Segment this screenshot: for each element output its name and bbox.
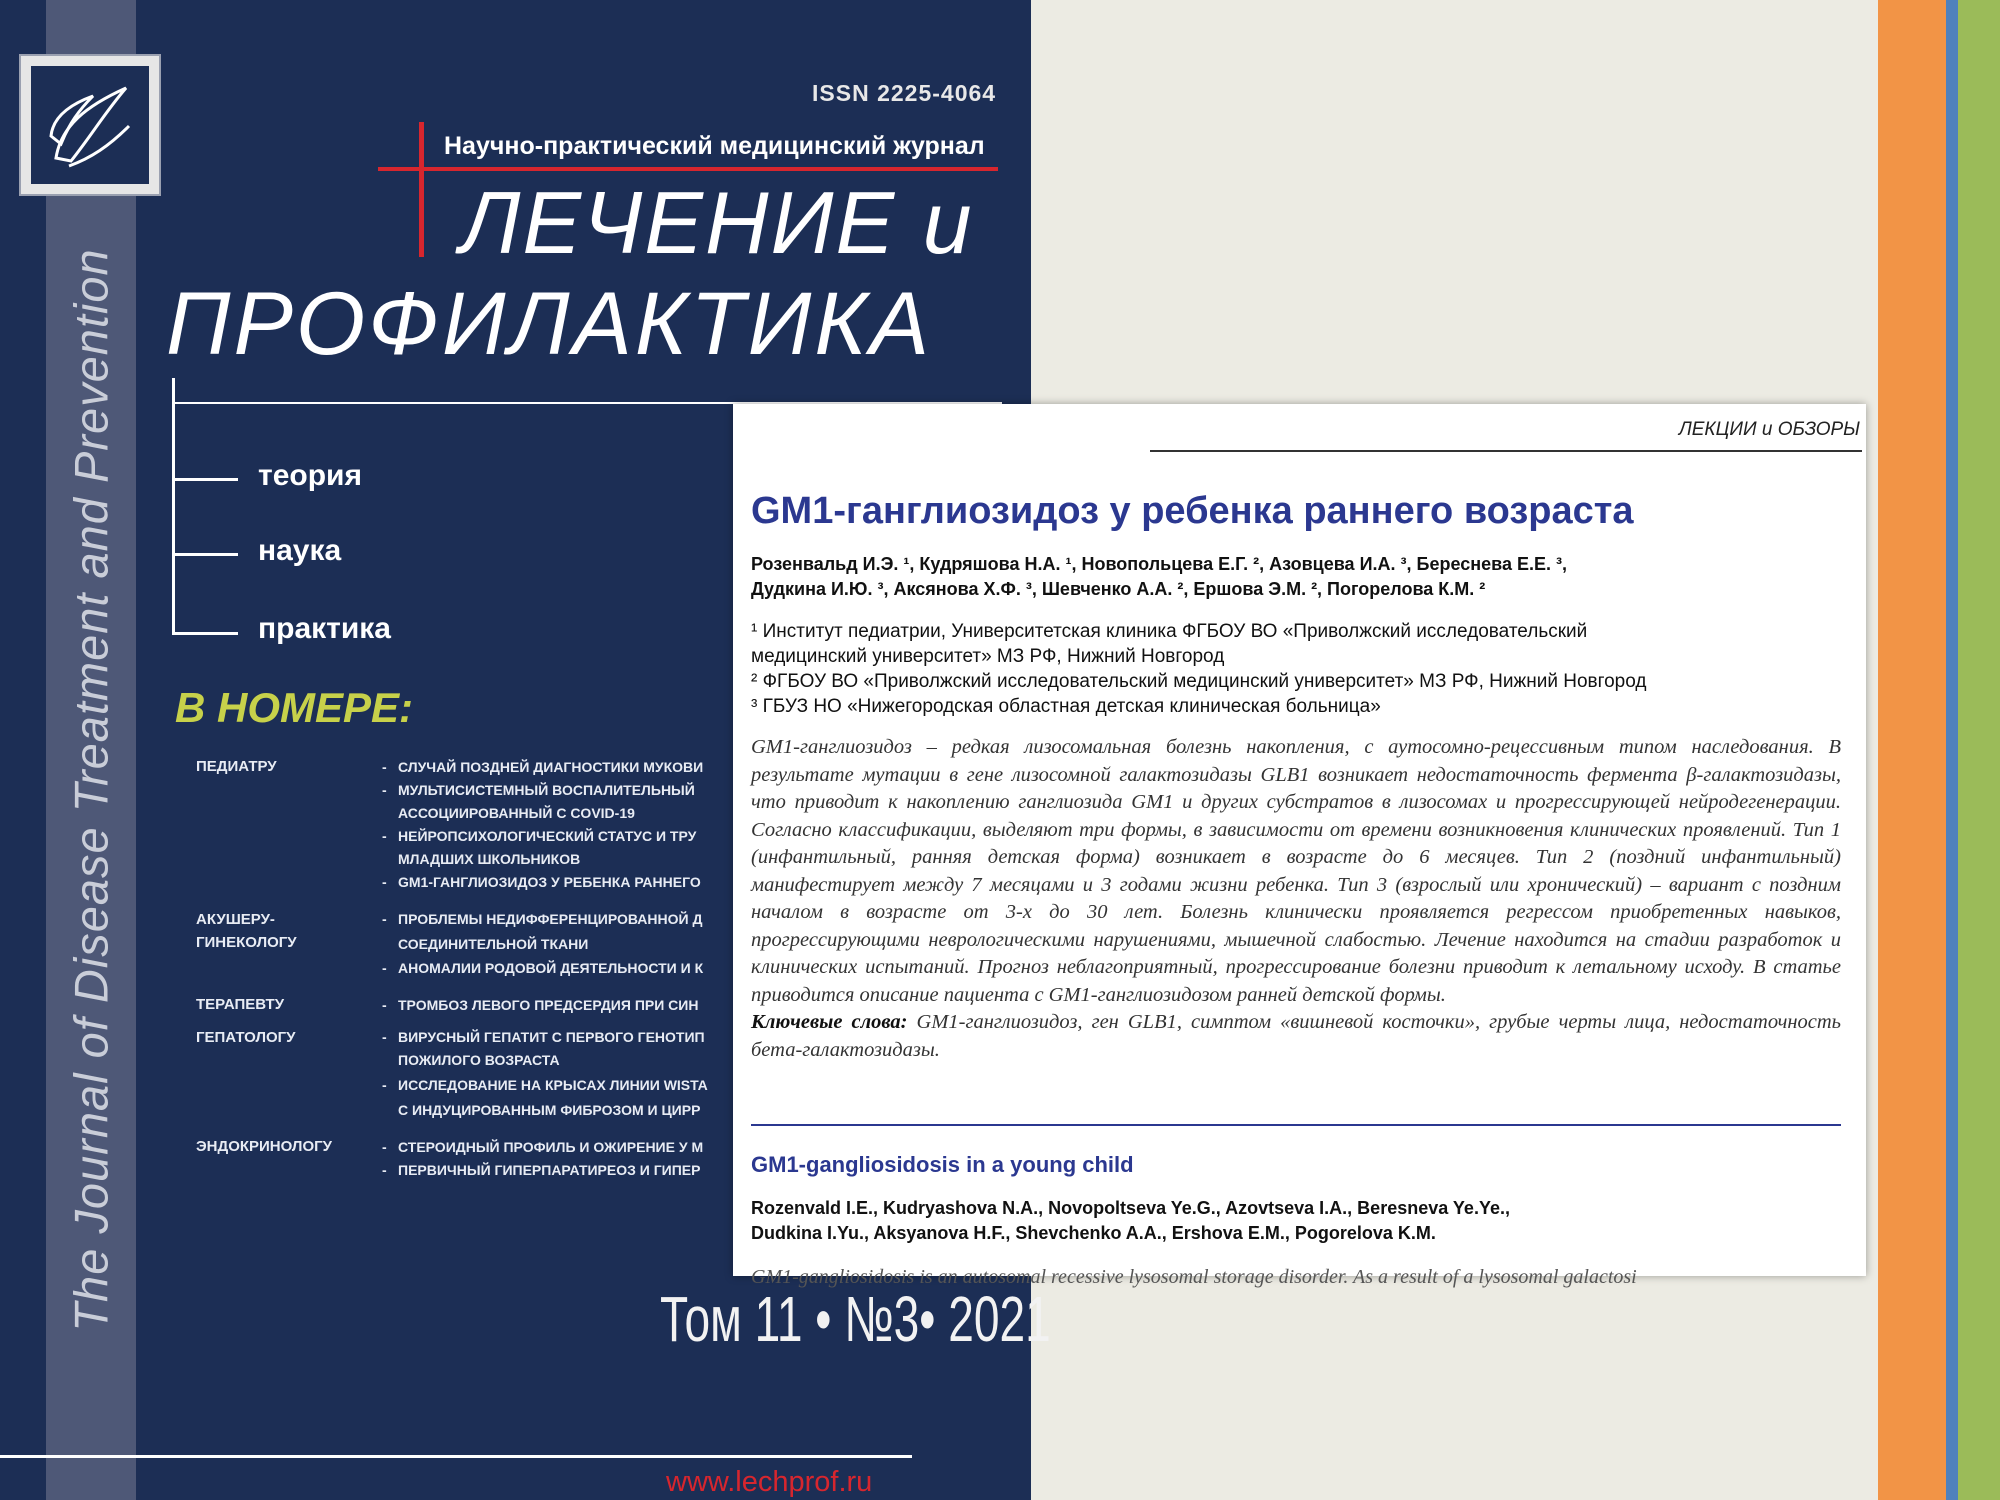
affiliation-line: ³ ГБУЗ НО «Нижегородская областная детская клиническая больница» — [751, 696, 1381, 717]
red-cross-horizontal — [378, 167, 998, 171]
bracket-vertical — [172, 378, 175, 635]
affiliation-line: медицинский университет» МЗ РФ, Нижний Новгород — [751, 646, 1225, 667]
authors-line: Дудкина И.Ю. ³, Аксянова Х.Ф. ³, Шевченко А.А. ², Ершова Э.М. ², Погорелова К.М. ² — [751, 579, 1486, 599]
decor-stripe-orange — [1878, 0, 1946, 1500]
toc-item: СОЕДИНИТЕЛЬНОЙ ТКАНИ — [398, 936, 589, 952]
toc-item: - ВИРУСНЫЙ ГЕПАТИТ С ПЕРВОГО ГЕНОТИП — [382, 1029, 705, 1045]
toc-item: - СЛУЧАЙ ПОЗДНЕЙ ДИАГНОСТИКИ МУКОВИ — [382, 759, 704, 775]
section-title-hepatology: ГЕПАТОЛОГУ — [196, 1029, 296, 1046]
article-page — [733, 404, 1866, 1288]
journal-website: www.lechprof.ru — [666, 1466, 873, 1498]
article-title-english: GM1-gangliosidosis in a young child — [751, 1152, 1134, 1177]
section-title-obstetrics-2: ГИНЕКОЛОГУ — [196, 934, 297, 951]
rubric-label: ЛЕКЦИИ и ОБЗОРЫ — [1678, 419, 1860, 440]
toc-item: С ИНДУЦИРОВАННЫМ ФИБРОЗОМ И ЦИРР — [398, 1102, 701, 1118]
affiliation-line: ¹ Институт педиатрии, Университетская клиника ФГБОУ ВО «Приволжский исследовательский — [751, 621, 1588, 642]
toc-item: МЛАДШИХ ШКОЛЬНИКОВ — [398, 851, 581, 867]
leaf-emblem-icon — [31, 66, 149, 184]
keywords-text: GM1-ганглиозидоз, ген GLB1, симптом «вишневой косточки», грубые черты лица, недостаточность бета-галактозидазы. — [751, 1011, 1842, 1061]
journal-title-line1: ЛЕЧЕНИЕ и — [460, 173, 974, 272]
bracket-tick — [172, 553, 238, 556]
cover-item-practice: практика — [258, 612, 391, 645]
section-title-endocrinology: ЭНДОКРИНОЛОГУ — [196, 1138, 332, 1155]
toc-item: - ПЕРВИЧНЫЙ ГИПЕРПАРАТИРЕОЗ И ГИПЕР — [382, 1162, 701, 1178]
section-title-therapy: ТЕРАПЕВТУ — [196, 996, 285, 1013]
section-title-pediatrics: ПЕДИАТРУ — [196, 758, 277, 775]
keywords-label: Ключевые слова: — [751, 1011, 908, 1033]
section-title-obstetrics: АКУШЕРУ- — [196, 911, 275, 928]
authors-line: Rozenvald I.E., Kudryashova N.A., Novopoltseva Ye.G., Azovtseva I.A., Beresneva Ye.Ye., — [751, 1198, 1510, 1218]
bracket-tick — [172, 478, 238, 481]
bracket-tick — [172, 632, 238, 635]
journal-subtitle: Научно-практический медицинский журнал — [444, 132, 985, 160]
cover-bottom-rule — [0, 1455, 912, 1458]
toc-item: - МУЛЬТИСИСТЕМНЫЙ ВОСПАЛИТЕЛЬНЫЙ — [382, 782, 695, 798]
volume-issue-year: Том 11 • №3• 2021 — [660, 1283, 1051, 1355]
toc-item: - АНОМАЛИИ РОДОВОЙ ДЕЯТЕЛЬНОСТИ И К — [382, 960, 704, 976]
toc-item: - ТРОМБОЗ ЛЕВОГО ПРЕДСЕРДИЯ ПРИ СИН — [382, 997, 699, 1013]
toc-item: - СТЕРОИДНЫЙ ПРОФИЛЬ И ОЖИРЕНИЕ У М — [382, 1139, 704, 1155]
authors-line: Dudkina I.Yu., Aksyanova H.F., Shevchenko A.A., Ershova E.M., Pogorelova K.M. — [751, 1223, 1436, 1243]
journal-title-line2: ПРОФИЛАКТИКА — [166, 273, 933, 373]
header-rule — [1150, 450, 1862, 452]
article-abstract — [751, 734, 1841, 1064]
affiliation-line: ² ФГБОУ ВО «Приволжский исследовательский медицинский университет» МЗ РФ, Нижний Новгород — [751, 671, 1647, 692]
in-issue-heading: В НОМЕРЕ: — [175, 684, 414, 731]
toc-item: ПОЖИЛОГО ВОЗРАСТА — [398, 1052, 560, 1068]
journal-logo — [19, 54, 161, 196]
article-authors — [751, 552, 1567, 602]
toc-item: - ПРОБЛЕМЫ НЕДИФФЕРЕНЦИРОВАННОЙ Д — [382, 911, 703, 927]
cover-item-science: наука — [258, 534, 342, 567]
issn-label: ISSN 2225-4064 — [812, 80, 997, 106]
abstract-english-cut: GM1-gangliosidosis is an autosomal recessive lysosomal storage disorder. As a result of a lysosomal galactosi — [751, 1266, 1637, 1288]
toc-item: - НЕЙРОПСИХОЛОГИЧЕСКИЙ СТАТУС И ТРУ — [382, 828, 697, 844]
abstract-text: GM1-ганглиозидоз – редкая лизосомальная болезнь накопления, с аутосомно-рецессивным типом наследования. В результате мутации в гене лизосомной галактозидазы GLB1 возникает недостаточность фермента β-галактозидазы, что приводит к накоплению ганглиозида GM1 и других субстратов в лизосомах и прогрессирующей нейродегенерации. Согласно классификации, выделяют три формы, в зависимости от времени возникновения клинических проявлений. Тип 1 (инфантильный, ранняя детская форма) возникает в возрасте до 6 месяцев. Тип 2 (поздний инфантильный) манифестирует между 7 месяцами и 3 годами жизни ребенка. Тип 3 (взрослый или хронический) – вариант с поздним началом в возрасте от 3-х до 30 лет. Болезнь клинически проявляется регрессом приобретенных навыков, прогрессирующими неврологическими нарушениями, мышечной слабостью. Лечение находится на стадии разработок и клинических испытаний. Прогноз неблагоприятный, прогрессирование болезни приводит к летальному исходу. В статье приводится описание пациента с GM1-ганглиозидозом ранней детской формы. — [751, 736, 1841, 1006]
authors-line: Розенвальд И.Э. ¹, Кудряшова Н.А. ¹, Новопольцева Е.Г. ², Азовцева И.А. ³, Береснева Е.Е. ³, — [751, 554, 1567, 574]
decor-stripe-blue — [1946, 0, 1958, 1500]
decor-stripe-green — [1958, 0, 2000, 1500]
article-title: GM1-ганглиозидоз у ребенка раннего возраста — [751, 490, 1634, 532]
red-cross-vertical — [419, 122, 424, 257]
section-divider — [751, 1124, 1841, 1126]
toc-item: АССОЦИИРОВАННЫЙ С COVID-19 — [398, 805, 635, 821]
cover-item-theory: теория — [258, 459, 362, 492]
spine-title: The Journal of Disease Treatment and Prevention — [64, 248, 118, 1332]
toc-item: - GM1-ГАНГЛИОЗИДОЗ У РЕБЕНКА РАННЕГО — [382, 874, 701, 890]
toc-item: - ИССЛЕДОВАНИЕ НА КРЫСАХ ЛИНИИ WISTA — [382, 1077, 708, 1093]
article-authors-english — [751, 1196, 1510, 1246]
article-affiliations — [751, 619, 1647, 719]
